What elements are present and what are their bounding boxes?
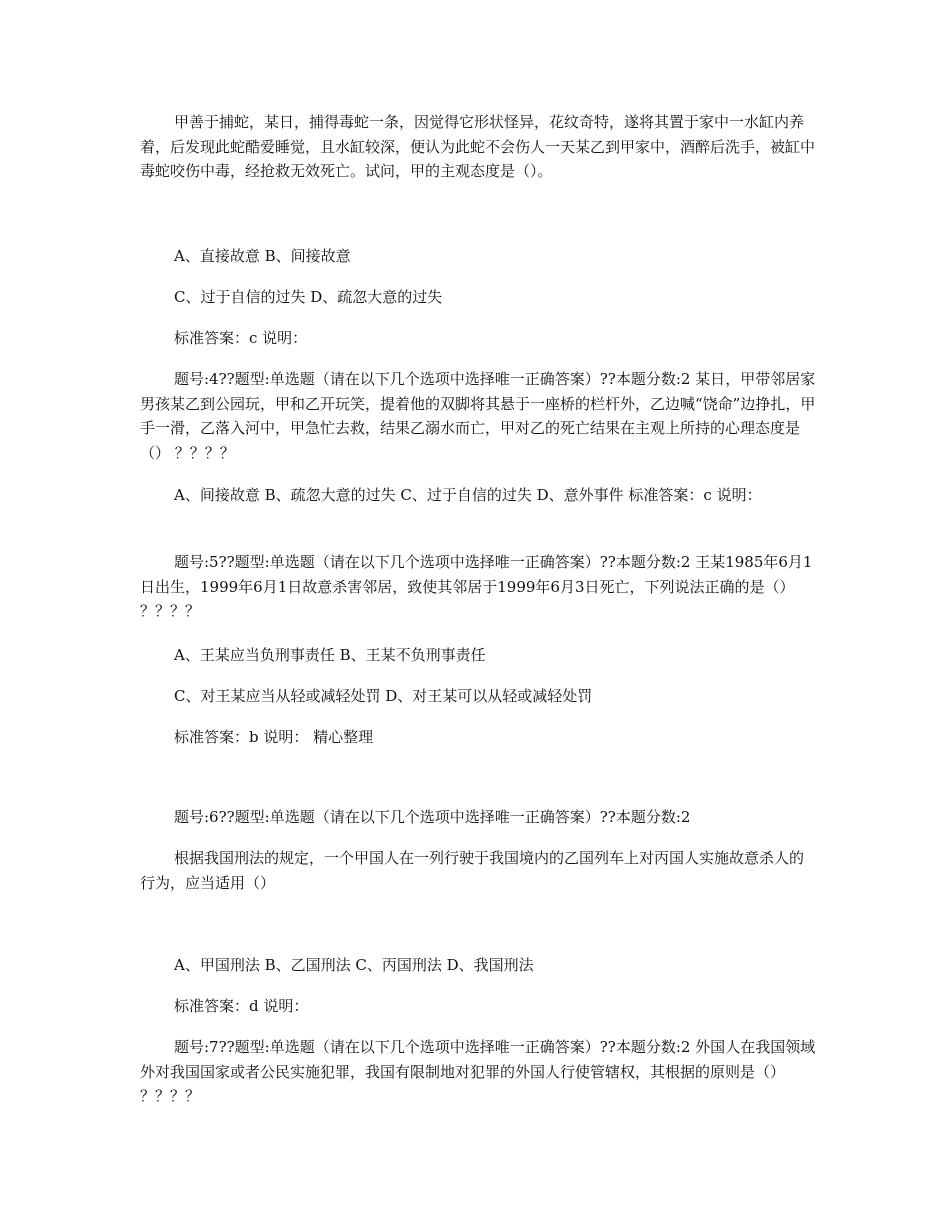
question-7: 题号:7??题型:单选题（请在以下几个选项中选择唯一正确答案）??本题分数:2 外国人在我国领域外对我国国家或者公民实施犯罪，我国有限制地对犯罪的外国人行使管辖权，其根据的原则是（） ？？？？: [140, 1038, 816, 1105]
answer-options: C、对王某应当从轻或减轻处罚 D、对王某可以从轻或减轻处罚: [174, 687, 593, 705]
answer-options: C、过于自信的过失 D、疏忽大意的过失: [174, 288, 443, 306]
standard-answer: 标准答案：c 说明：: [174, 329, 308, 347]
question-stem: 甲善于捕蛇，某日，捕得毒蛇一条，因觉得它形状怪异，花纹奇特，遂将其置于家中一水缸内养着，后发现此蛇酷爱睡觉，且水缸较深，便认为此蛇不会伤人一天某乙到甲家中，酒醉后洗手，被缸中毒蛇咬伤中毒，经抢救无效死亡。试问，甲的主观态度是（）。: [140, 113, 816, 180]
question-6-stem: 根据我国刑法的规定，一个甲国人在一列行驶于我国境内的乙国列车上对丙国人实施故意杀人的行为，应当适用（）: [140, 849, 805, 892]
question-5: 题号:5??题型:单选题（请在以下几个选项中选择唯一正确答案）??本题分数:2 王某1985年6月1日出生，1999年6月1日故意杀害邻居，致使其邻居于1999年6月3日死亡，下列说法正确的是（） ？？？？: [140, 553, 813, 620]
question-6: 题号:6??题型:单选题（请在以下几个选项中选择唯一正确答案）??本题分数:2: [174, 808, 691, 826]
question-4: 题号:4??题型:单选题（请在以下几个选项中选择唯一正确答案）??本题分数:2 某日，甲带邻居家男孩某乙到公园玩，甲和乙开玩笑，提着他的双脚将其悬于一座桥的栏杆外，乙边喊“饶命”边挣扎，甲手一滑，乙落入河中，甲急忙去救，结果乙溺水而亡，甲对乙的死亡结果在主观上所持的心理态度是（） ？？？？: [140, 370, 816, 462]
answer-options: A、直接故意 B、间接故意: [174, 247, 351, 265]
standard-answer: 标准答案：b 说明： 精心整理: [174, 728, 374, 746]
standard-answer: 标准答案：d 说明：: [174, 997, 309, 1015]
answer-options: A、王某应当负刑事责任 B、王某不负刑事责任: [174, 646, 486, 664]
answer-options: A、间接故意 B、疏忽大意的过失 C、过于自信的过失 D、意外事件 标准答案：c 说明：: [174, 486, 762, 504]
answer-options: A、甲国刑法 B、乙国刑法 C、丙国刑法 D、我国刑法: [174, 956, 534, 974]
